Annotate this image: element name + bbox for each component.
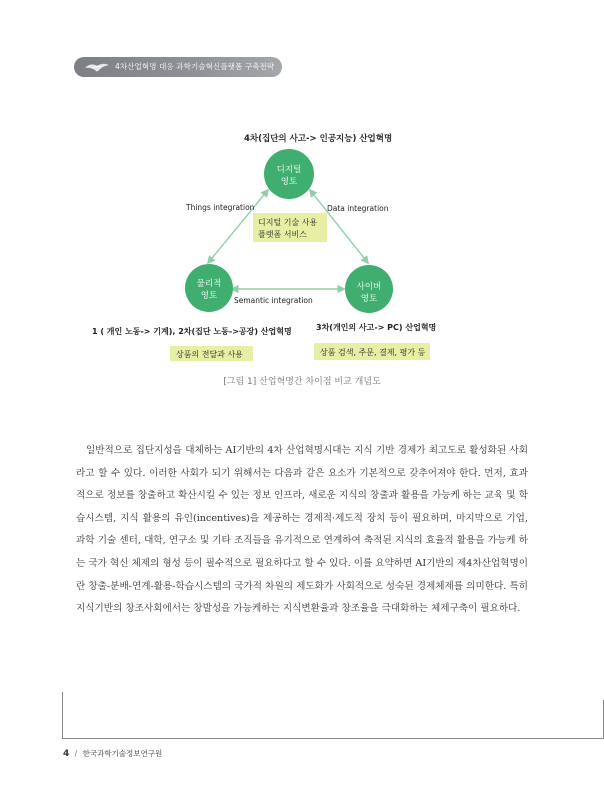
header-title: 4차산업혁명 대응 과학기술혁신플랫폼 구축전략 [115,62,275,71]
physical-label-2: 영토 [200,291,218,301]
left-box-text: 상품의 전달과 사용 [176,350,243,359]
figure-caption: [그림 1] 산업혁명간 차이점 비교 개념도 [223,377,381,387]
body-paragraph-text: 일반적으로 집단지성을 대체하는 AI기반의 4차 산업혁명시대는 지식 기반 경제가 최고도로 활성화된 사회라고 할 수 있다. 이러한 사회가 되기 위해서는 다음과 같은 요소가 기본적으로 갖추어져야 한다. 먼저, 효과적으로 정보를 창출하고 확산시킬 수 있는 정보 인프라, 새로운 지식의 창출과 활용을 가능케 하는 교육 및 학습시스템, 지식 활용의 유인(incentives)을 제공하는 경제적·제도적 장치 등이 필요하며, 마지막으로 기업, 과학 기술 센터, 대학, 연구소 및 기타 조직들을 유기적으로 연계하여 축적된 지식의 효율적 활용을 가능케 하는 국가 혁신 체제의 형성 등이 필수적으로 필요하다고 할 수 있다. 이를 요약하면 AI기반의 제4차산업혁명이란 창출-분배-연계-활용-학습시스템의 국가적 차원의 제도화가 사회적으로 성숙된 경제체제를 의미한다. 특히 지식기반의 창조사회에서는 창발성을 가능케하는 지식변환율과 창조율을 극대화하는 체제구축이 필요하다. [76,445,528,615]
page-frame-bottom [62,738,604,739]
center-box-line1: 디지털 기술 사용 [258,218,318,227]
footer-separator: / [74,749,78,758]
edge-label-things: Things integration [186,203,255,212]
center-box-line2: 플랫폼 서비스 [258,230,307,239]
footer-organization: 한국과학기술정보연구원 [82,749,163,758]
page-frame-left [62,692,63,739]
page-footer [63,748,162,759]
cyber-label-2: 영토 [360,294,378,304]
figure-top-title: 4차(집단의 사고-> 인공지능) 산업혁명 [244,134,393,144]
edge-label-data: Data integration [327,204,389,213]
body-paragraph [76,440,528,621]
edge-label-semantic: Semantic integration [234,296,313,305]
page-number: 4 [63,749,70,759]
right-box-text: 상품 검색, 주문, 결제, 평가 등 [320,348,426,357]
cyber-label-1: 사이버 [356,282,382,292]
physical-label-1: 물리적 [196,279,222,289]
digital-label-1: 디지털 [276,165,302,175]
digital-label-2: 영토 [280,177,298,187]
right-revolution-title: 3차(개인의 사고-> PC) 산업혁명 [316,323,437,332]
left-revolution-title: 1 ( 개인 노동-> 기계), 2차(집단 노동->공장) 산업혁명 [92,327,292,336]
